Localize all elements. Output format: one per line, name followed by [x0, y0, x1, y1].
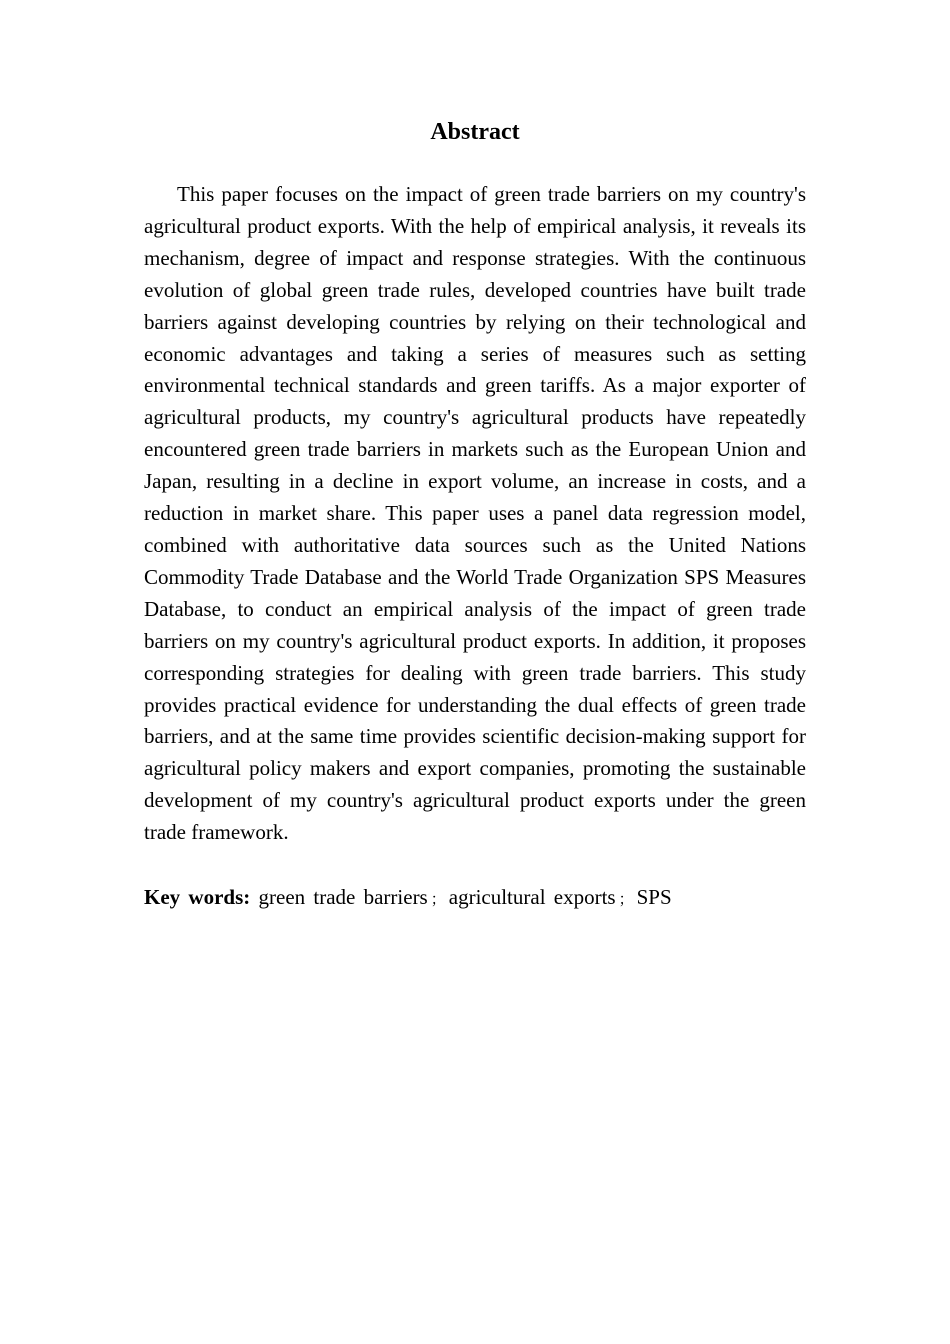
keyword-item: SPS — [636, 885, 672, 910]
keyword-separator: ； — [430, 890, 446, 909]
keywords-label: Key words: — [144, 885, 251, 910]
keyword-item: green trade barriers — [258, 885, 428, 910]
keywords-line — [144, 881, 806, 915]
abstract-body: This paper focuses on the impact of green trade barriers on my country's agricultural product exports. With the help of empirical analysis, it reveals its mechanism, degree of impact and response strategies. With the continuous evolution of global green trade rules, developed countries have built trade barriers against developing countries by relying on their technological and economic advantages and taking a series of measures such as setting environmental technical standards and green tariffs. As a major exporter of agricultural products, my country's agricultural products have repeatedly encountered green trade barriers in markets such as the European Union and Japan, resulting in a decline in export volume, an increase in costs, and a reduction in market share. This paper uses a panel data regression model, combined with authoritative data sources such as the United Nations Commodity Trade Database and the World Trade Organization SPS Measures Database, to conduct an empirical analysis of the impact of green trade barriers on my country's agricultural product exports. In addition, it proposes corresponding strategies for dealing with green trade barriers. This study provides practical evidence for understanding the dual effects of green trade barriers, and at the same time provides scientific decision-making support for agricultural policy makers and export companies, promoting the sustainable development of my country's agricultural product exports under the green trade framework. — [144, 182, 806, 845]
keyword-separator: ； — [618, 890, 634, 909]
abstract-page — [144, 115, 806, 915]
abstract-title: Abstract — [430, 119, 520, 145]
keyword-item: agricultural exports — [448, 885, 616, 910]
